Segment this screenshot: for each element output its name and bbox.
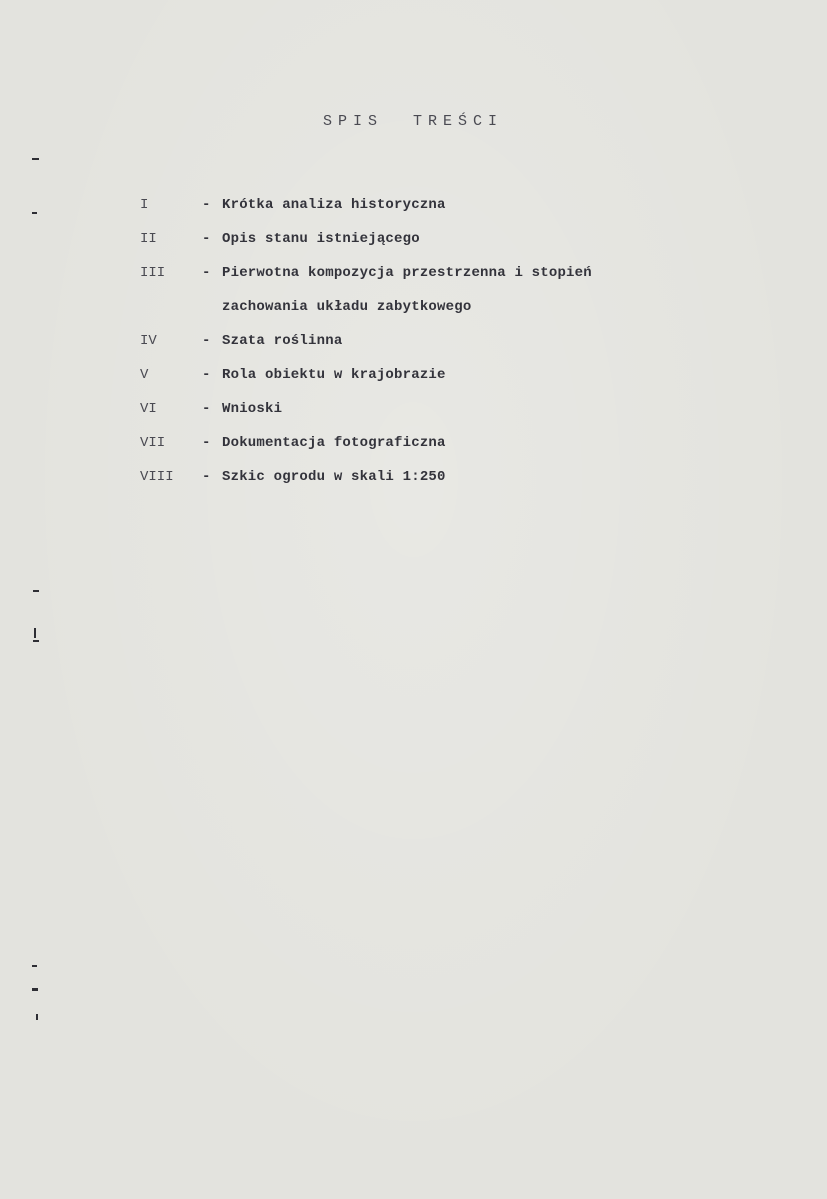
toc-entry-dash: - (202, 435, 211, 451)
toc-entry (140, 399, 700, 433)
toc-entry (140, 331, 700, 365)
toc-entry (140, 195, 700, 229)
toc-entry-dash: - (202, 401, 211, 417)
toc-entry-label: Dokumentacja fotograficzna (222, 435, 446, 451)
toc-entry-dash: - (202, 333, 211, 349)
toc-entry-label: Opis stanu istniejącego (222, 231, 420, 247)
toc-entry (140, 365, 700, 399)
toc-entry-number: V (140, 367, 149, 383)
margin-mark (33, 590, 39, 592)
toc-entry-label: zachowania układu zabytkowego (222, 299, 472, 315)
margin-mark (32, 965, 37, 967)
toc-entry-label: Rola obiektu w krajobrazie (222, 367, 446, 383)
toc-entry-number: IV (140, 333, 157, 349)
toc-entry-number: III (140, 265, 166, 281)
margin-mark (32, 158, 39, 160)
table-of-contents (140, 195, 700, 501)
toc-entry-dash: - (202, 469, 211, 485)
toc-entry-number: VII (140, 435, 166, 451)
margin-mark (33, 640, 39, 642)
toc-entry-dash: - (202, 197, 211, 213)
toc-entry-number: II (140, 231, 157, 247)
margin-mark (32, 988, 38, 991)
toc-entry-number: I (140, 197, 149, 213)
toc-entry-dash: - (202, 265, 211, 281)
toc-entry-continuation (140, 297, 700, 331)
toc-entry-label: Szkic ogrodu w skali 1:250 (222, 469, 446, 485)
toc-entry-dash: - (202, 231, 211, 247)
toc-entry-label: Wnioski (222, 401, 283, 417)
toc-entry (140, 467, 700, 501)
toc-entry-number: VIII (140, 469, 174, 485)
toc-entry-number: VI (140, 401, 157, 417)
toc-entry (140, 263, 700, 297)
toc-entry-dash: - (202, 367, 211, 383)
margin-mark (32, 212, 37, 214)
toc-entry-label: Krótka analiza historyczna (222, 197, 446, 213)
page-title: SPIS TREŚCI (323, 113, 504, 130)
toc-entry (140, 229, 700, 263)
margin-mark (36, 1014, 38, 1020)
toc-entry-label: Szata roślinna (222, 333, 343, 349)
toc-entry (140, 433, 700, 467)
margin-mark (34, 628, 36, 638)
toc-entry-label: Pierwotna kompozycja przestrzenna i stopień (222, 265, 592, 281)
